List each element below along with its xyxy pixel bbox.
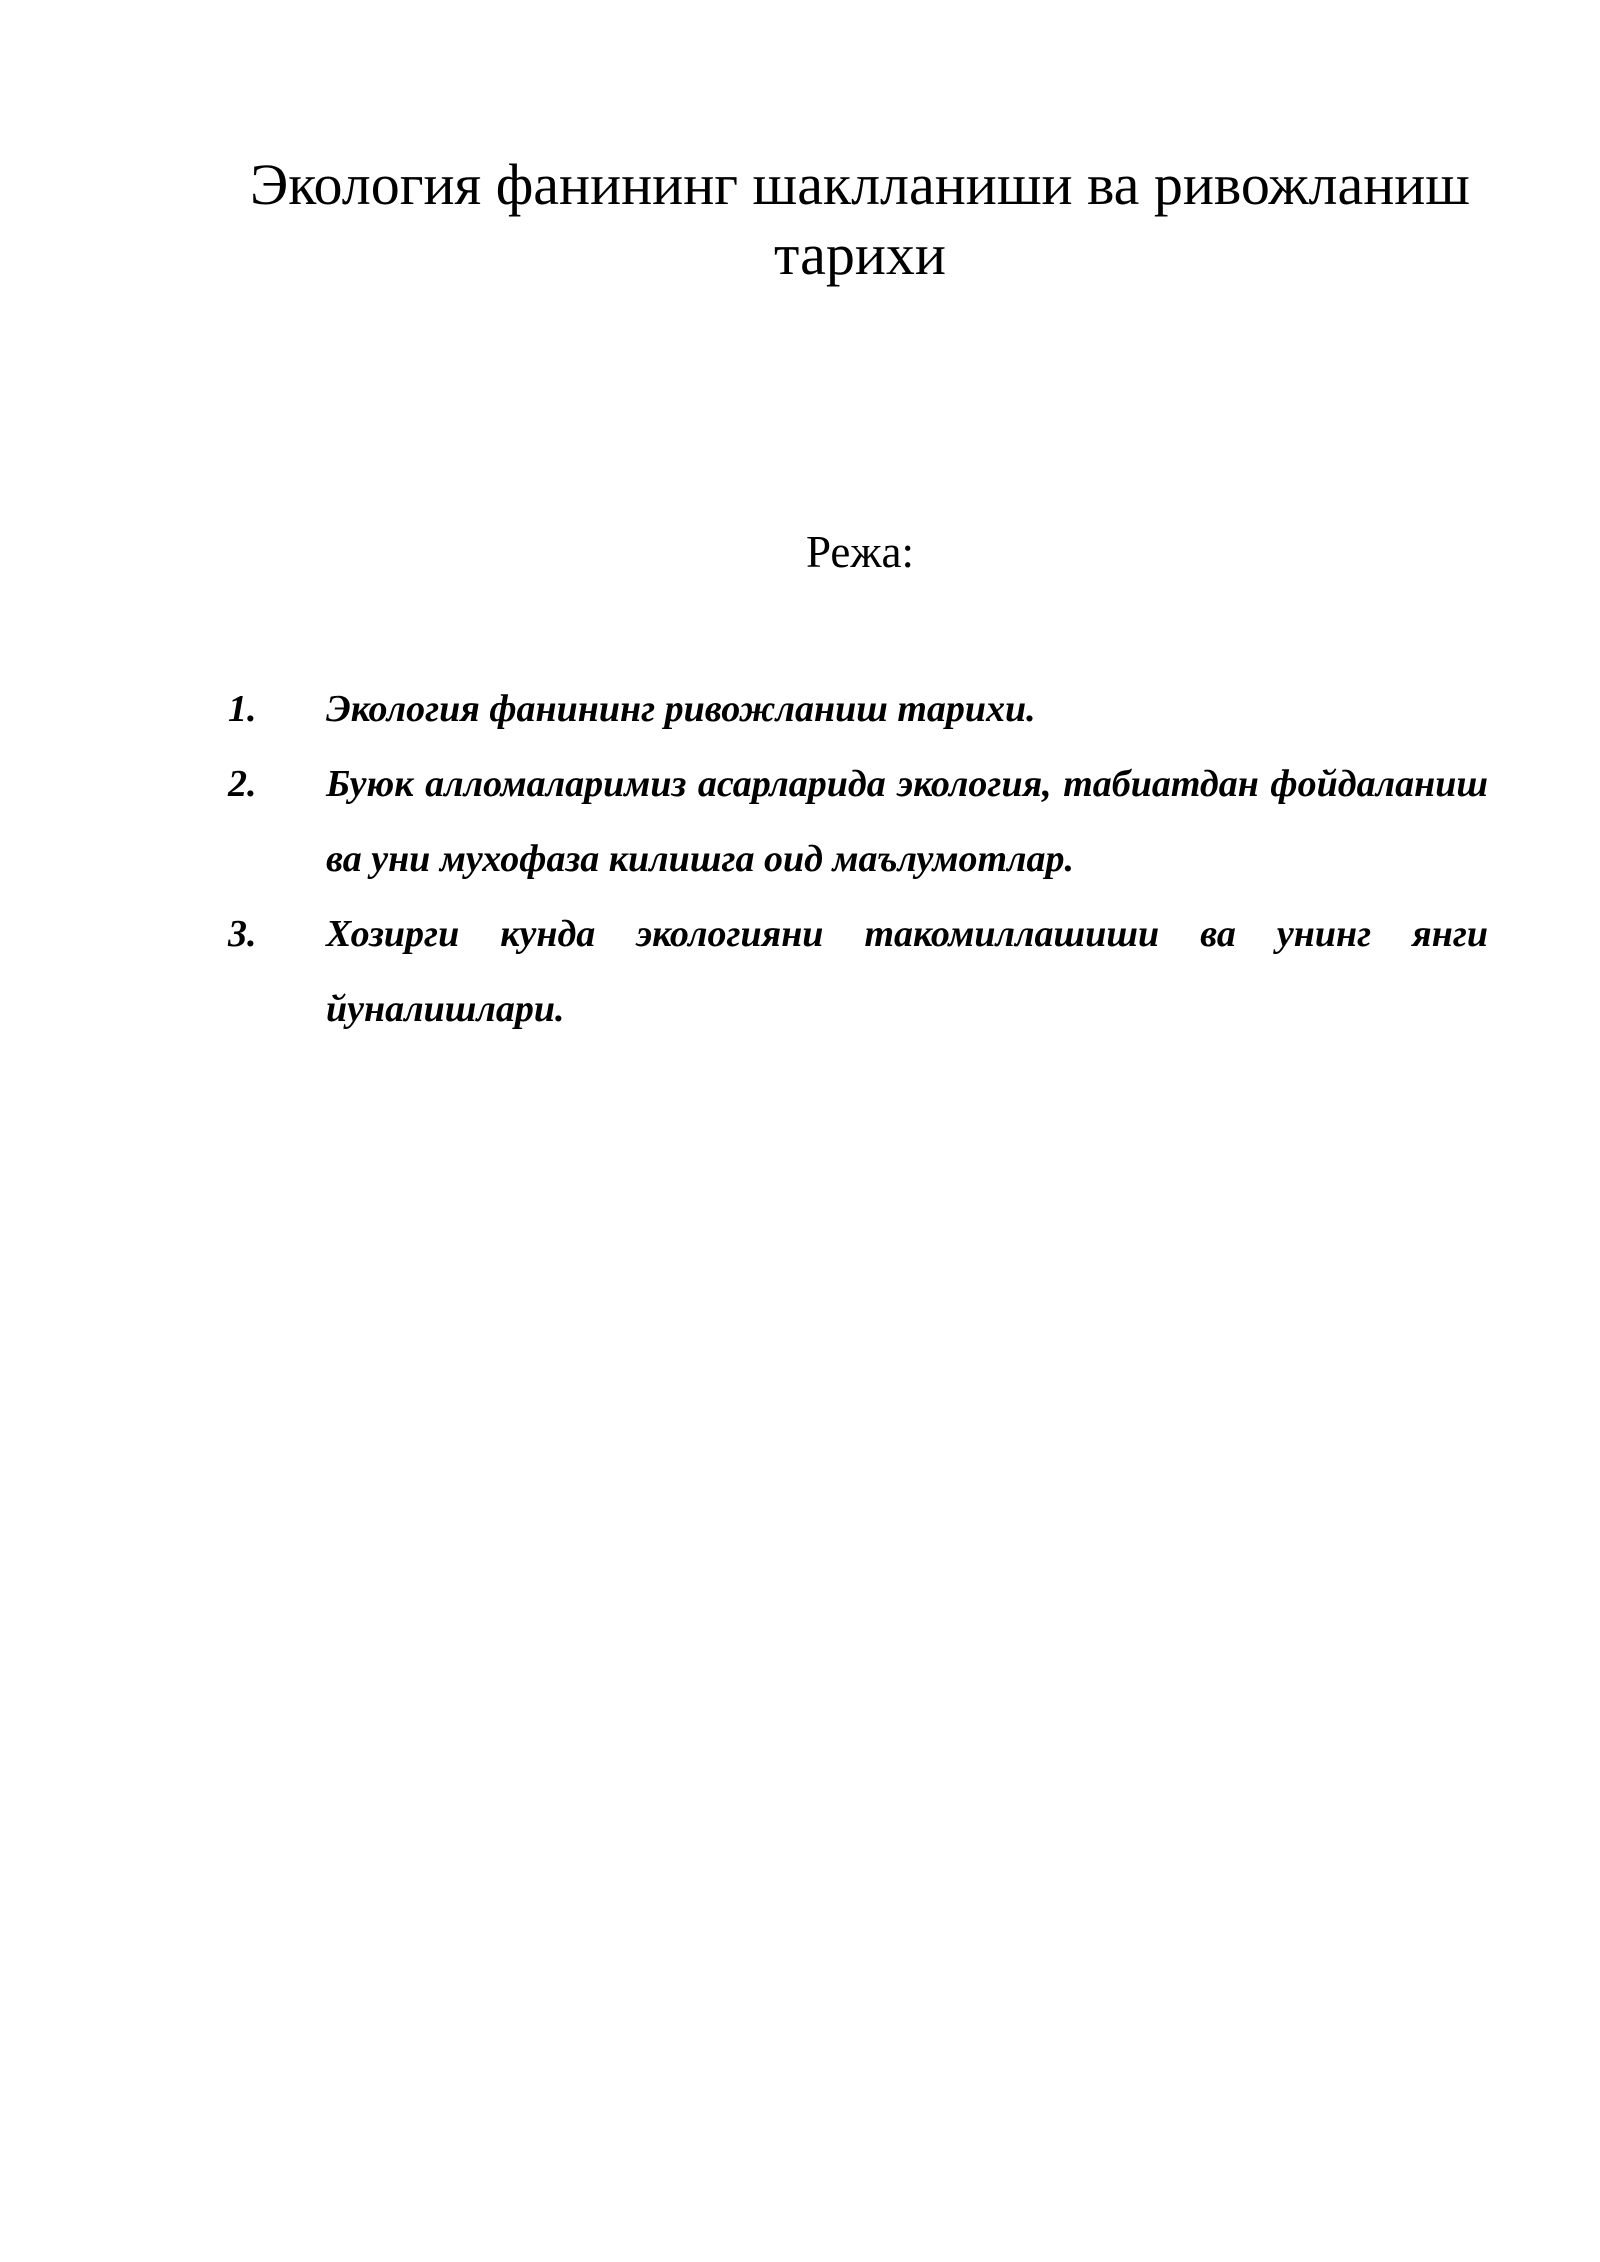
plan-item-number: 2. <box>228 763 257 805</box>
plan-item <box>228 672 1488 747</box>
plan-item-number: 3. <box>228 913 257 955</box>
plan-item-text: Буюк алломаларимиз асарларида экология, табиатдан фойдаланиш ва уни мухофаза килишга оид маълумотлар. <box>326 763 1488 880</box>
plan-heading: Режа: <box>806 527 914 577</box>
plan-item <box>228 747 1488 897</box>
document-title: Экология фанининг шаклланиши ва ривожланиш тарихи <box>250 152 1470 287</box>
plan-item-text: Экология фанининг ривожланиш тарихи. <box>326 688 1036 730</box>
plan-item-number: 1. <box>228 688 257 730</box>
plan-list <box>228 672 1488 1047</box>
plan-item-text: Хозирги кунда экологияни такомиллашиши ва унинг янги йуналишлари. <box>326 913 1488 1030</box>
plan-item <box>228 897 1488 1047</box>
